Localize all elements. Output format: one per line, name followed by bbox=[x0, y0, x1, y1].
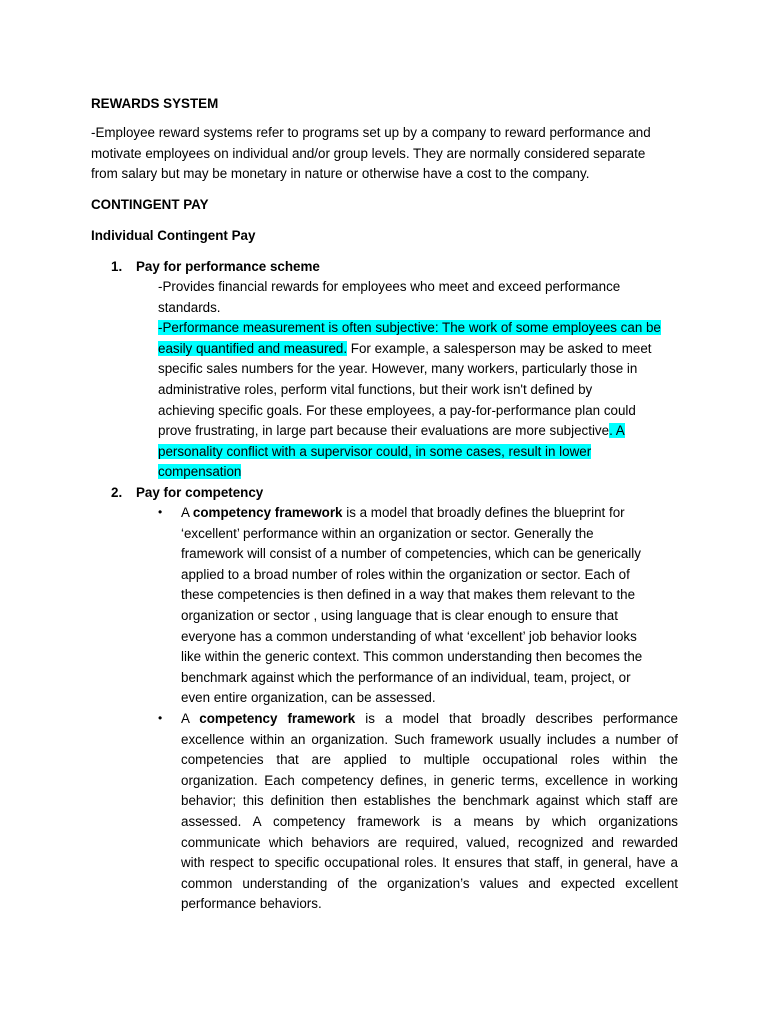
body-text: prove frustrating, in large part because their evaluations are more subjective bbox=[158, 423, 610, 439]
body-line: administrative roles, perform vital functions, but their work isn't defined by bbox=[158, 381, 593, 397]
body-line: excellence within an organization. Such framework usually includes a number of bbox=[181, 731, 678, 747]
bullet-lead: A bbox=[181, 505, 193, 520]
body-line: these competencies is then defined in a way that makes them relevant to the bbox=[181, 587, 636, 603]
item-heading: Pay for competency bbox=[136, 485, 264, 500]
item-heading: Pay for performance scheme bbox=[136, 259, 320, 274]
body-line bbox=[158, 462, 678, 483]
body-line: like within the generic context. This common understanding then becomes the bbox=[181, 649, 643, 665]
body-line: with respect to specific occupational roles. It ensures that staff, in general, have a bbox=[181, 855, 678, 871]
list-number: 1. bbox=[111, 259, 123, 274]
body-line: communicate which behaviors are required, valued, recognized and rewarded bbox=[181, 834, 678, 850]
intro-paragraph bbox=[91, 123, 681, 185]
body-line: assessed. A competency framework is a means by which organizations bbox=[181, 813, 678, 829]
intro-line: from salary but may be monetary in nature or otherwise have a cost to the company. bbox=[91, 166, 590, 182]
item-body bbox=[158, 277, 678, 483]
list-number: 2. bbox=[111, 485, 123, 500]
body-line bbox=[181, 709, 678, 730]
body-line: applied to a broad number of roles within the organization or sector. Each of bbox=[181, 566, 630, 582]
section-heading: CONTINGENT PAY bbox=[91, 197, 209, 212]
body-line bbox=[158, 339, 678, 360]
bold-term: competency framework bbox=[199, 711, 356, 726]
body-line bbox=[158, 318, 678, 339]
page-title: REWARDS SYSTEM bbox=[91, 96, 219, 111]
bullet-paragraph bbox=[181, 503, 681, 709]
highlighted-text: personality conflict with a supervisor could, in some cases, result in lower bbox=[158, 443, 592, 459]
body-line: standards. bbox=[158, 299, 221, 315]
highlighted-text: compensation bbox=[158, 464, 242, 480]
body-line: framework will consist of a number of competencies, which can be generically bbox=[181, 546, 641, 562]
bold-term: competency framework bbox=[192, 505, 343, 520]
body-line: behavior; this definition then establishes the benchmark against which staff are bbox=[181, 793, 678, 809]
body-line bbox=[158, 421, 678, 442]
body-line bbox=[181, 503, 681, 524]
body-line: even entire organization, can be assessed. bbox=[181, 690, 436, 706]
body-line: competencies that are applied to multiple occupational roles within the bbox=[181, 752, 678, 768]
body-line: -Provides financial rewards for employees who meet and exceed performance bbox=[158, 279, 621, 294]
body-line: specific sales numbers for the year. However, many workers, particularly those in bbox=[158, 361, 638, 377]
intro-line: -Employee reward systems refer to programs set up by a company to reward performance and bbox=[91, 125, 651, 140]
intro-line: motivate employees on individual and/or group levels. They are normally considered separate bbox=[91, 145, 646, 161]
body-line: benchmark against which the performance of an individual, team, project, or bbox=[181, 669, 631, 685]
body-text: is a model that broadly defines the blueprint for bbox=[342, 505, 625, 520]
bullet-paragraph bbox=[181, 709, 678, 915]
body-text: For example, a salesperson may be asked to meet bbox=[347, 340, 652, 356]
body-text: is a model that broadly describes performance bbox=[355, 711, 678, 726]
highlighted-text: -Performance measurement is often subjective: The work of some employees can be bbox=[158, 320, 661, 336]
body-line: common understanding of the organization’s values and expected excellent bbox=[181, 875, 678, 891]
body-line: organization. Each competency defines, in generic terms, excellence in working bbox=[181, 772, 678, 788]
bullet-lead: A bbox=[181, 711, 200, 726]
highlighted-text: . A bbox=[609, 423, 625, 439]
bullet-icon: • bbox=[158, 711, 163, 725]
body-line bbox=[158, 442, 678, 463]
body-line: ‘excellent’ performance within an organization or sector. Generally the bbox=[181, 525, 594, 541]
subsection-heading: Individual Contingent Pay bbox=[91, 228, 256, 243]
body-line: performance behaviors. bbox=[181, 896, 322, 912]
body-line: everyone has a common understanding of what ‘excellent’ job behavior looks bbox=[181, 628, 637, 644]
body-line: achieving specific goals. For these employees, a pay-for-performance plan could bbox=[158, 402, 636, 418]
highlighted-text: easily quantified and measured. bbox=[158, 340, 348, 356]
bullet-icon: • bbox=[158, 505, 163, 519]
body-line: organization or sector , using language that is clear enough to ensure that bbox=[181, 607, 618, 623]
